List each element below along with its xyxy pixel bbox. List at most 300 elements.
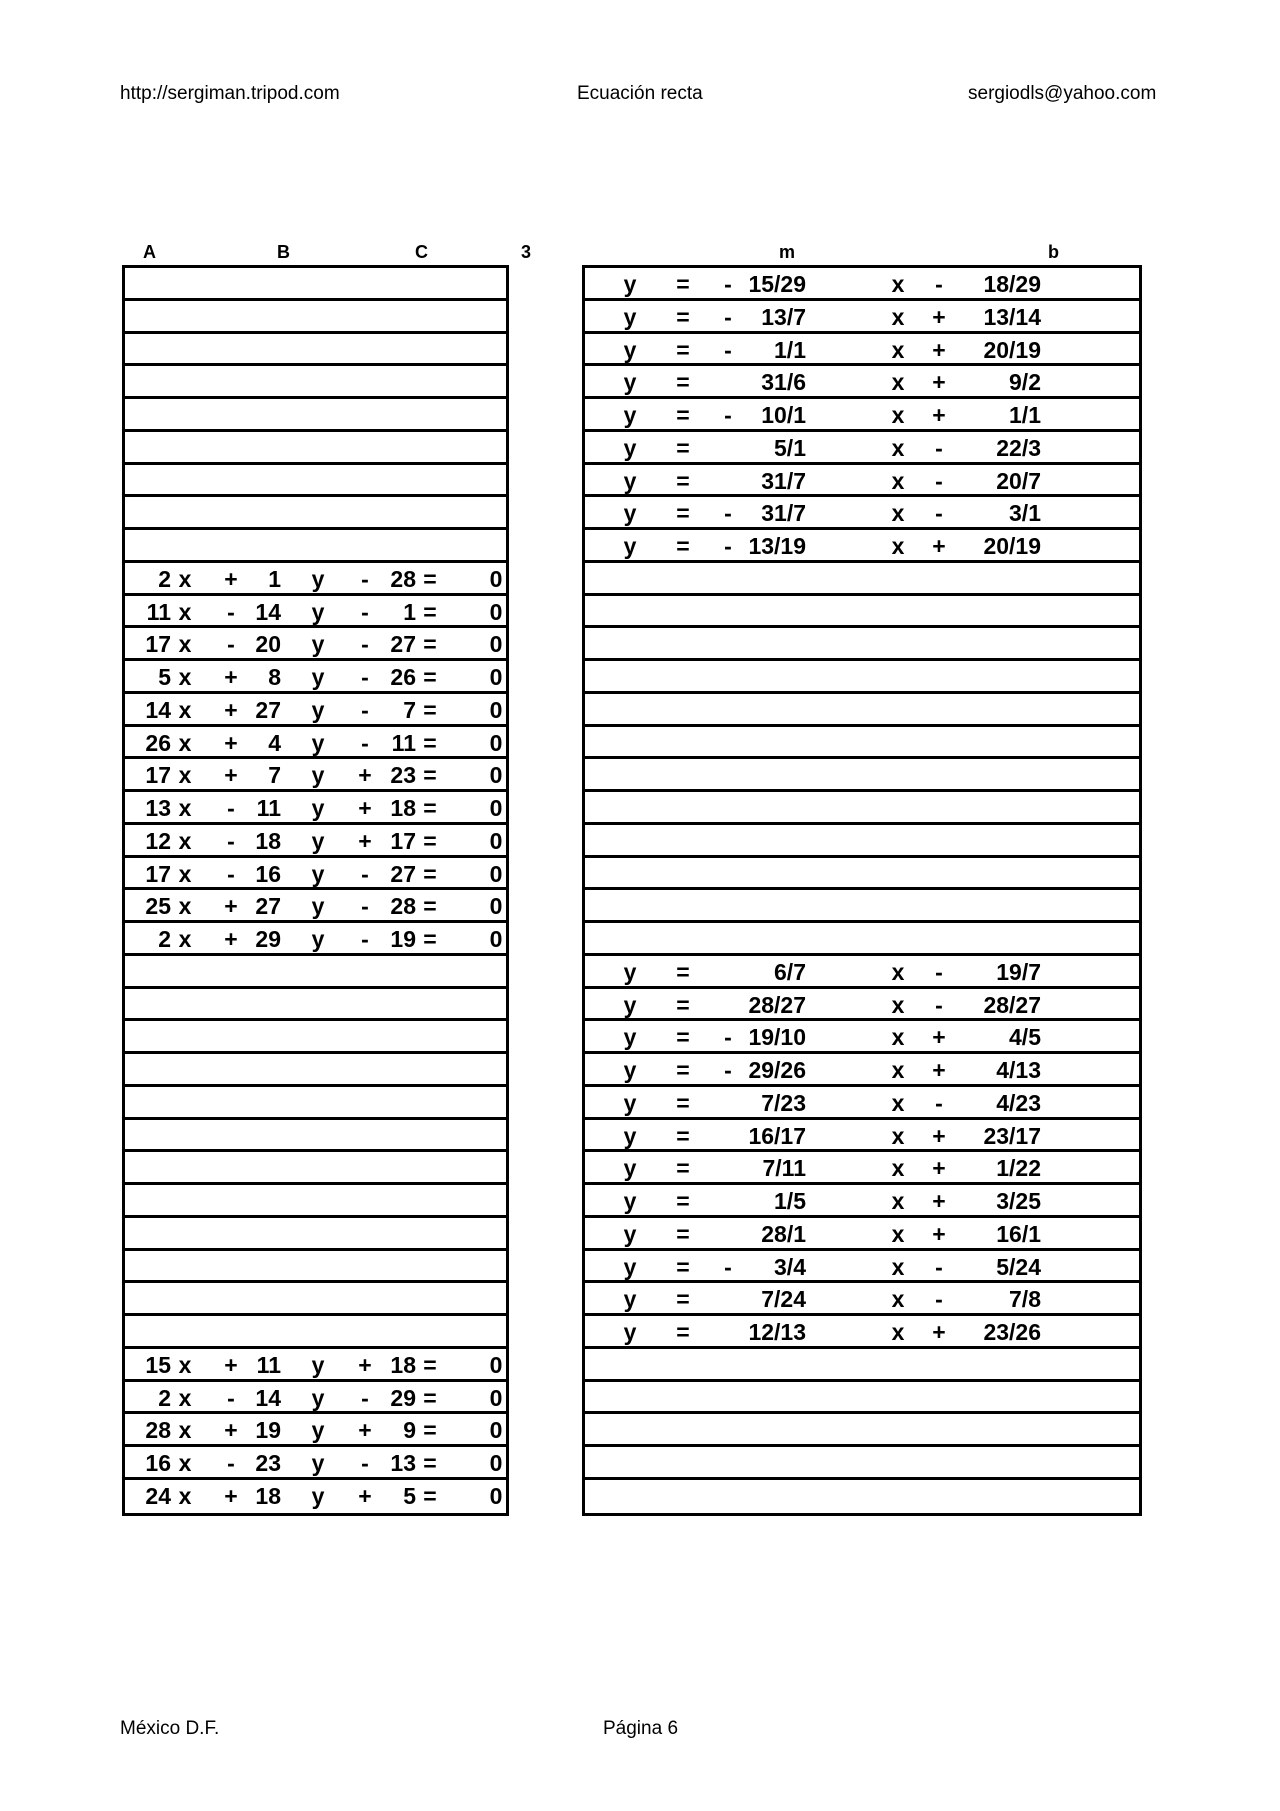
var-y: y xyxy=(623,1319,637,1345)
equals-sign: = xyxy=(423,631,437,658)
var-y: y xyxy=(623,303,637,330)
zero: 0 xyxy=(489,1417,503,1444)
coef-b: 29 xyxy=(255,926,281,952)
intercept-sign: + xyxy=(932,1319,946,1345)
equals-sign: = xyxy=(423,696,437,723)
general-form-row xyxy=(125,301,506,334)
general-form-row xyxy=(125,628,506,661)
sign-b: - xyxy=(227,827,235,854)
slope: 10/1 xyxy=(761,402,806,428)
coef-b: 18 xyxy=(255,827,281,854)
general-form-row xyxy=(125,596,506,629)
general-form-row xyxy=(125,465,506,498)
var-x: x xyxy=(178,762,192,789)
var-y: y xyxy=(623,533,637,559)
var-x: x xyxy=(178,1351,192,1378)
var-y: y xyxy=(311,893,325,920)
slope-intercept-row xyxy=(585,366,1139,399)
equals-sign: = xyxy=(676,991,690,1018)
sign-b: + xyxy=(224,1482,238,1509)
sign-b: + xyxy=(224,1417,238,1444)
general-form-row xyxy=(125,694,506,727)
var-x: x xyxy=(178,926,192,952)
intercept: 9/2 xyxy=(1009,369,1041,396)
coef-c: 28 xyxy=(390,565,416,592)
slope-intercept-row xyxy=(585,1054,1139,1087)
slope-intercept-row xyxy=(585,858,1139,891)
general-form-row xyxy=(125,1480,506,1513)
sign-b: + xyxy=(224,664,238,690)
slope-intercept-row xyxy=(585,661,1139,694)
var-x: x xyxy=(891,1122,905,1149)
sign-c: + xyxy=(358,1417,372,1444)
var-y: y xyxy=(311,1384,325,1411)
var-y: y xyxy=(311,1351,325,1378)
slope-intercept-row xyxy=(585,1251,1139,1284)
general-form-row xyxy=(125,1382,506,1415)
intercept-sign: + xyxy=(932,336,946,363)
slope-intercept-row xyxy=(585,1414,1139,1447)
slope-intercept-row xyxy=(585,989,1139,1022)
general-form-row xyxy=(125,399,506,432)
equals-sign: = xyxy=(423,762,437,789)
intercept-sign: - xyxy=(935,991,943,1018)
coef-a: 2 xyxy=(158,565,171,592)
intercept-sign: - xyxy=(935,500,943,527)
sign-c: - xyxy=(361,696,369,723)
intercept-sign: + xyxy=(932,1220,946,1247)
var-x: x xyxy=(891,434,905,461)
slope-intercept-row xyxy=(585,1480,1139,1513)
sign-b: + xyxy=(224,893,238,920)
equals-sign: = xyxy=(676,369,690,396)
var-x: x xyxy=(178,729,192,756)
slope: 7/11 xyxy=(762,1155,806,1182)
slope-intercept-row xyxy=(585,1283,1139,1316)
equals-sign: = xyxy=(676,1220,690,1247)
coef-a: 25 xyxy=(145,893,171,920)
intercept: 1/1 xyxy=(1009,402,1041,428)
var-x: x xyxy=(178,565,192,592)
coef-b: 8 xyxy=(268,664,281,690)
coef-c: 28 xyxy=(390,893,416,920)
coef-b: 27 xyxy=(255,696,281,723)
zero: 0 xyxy=(489,893,503,920)
sign-c: - xyxy=(361,1384,369,1411)
coef-c: 17 xyxy=(390,827,416,854)
sign-b: - xyxy=(227,1384,235,1411)
slope: 7/24 xyxy=(761,1286,806,1313)
var-y: y xyxy=(311,565,325,592)
equals-sign: = xyxy=(676,467,690,494)
var-x: x xyxy=(891,1319,905,1345)
var-y: y xyxy=(311,664,325,690)
var-x: x xyxy=(891,467,905,494)
intercept-sign: - xyxy=(935,958,943,985)
intercept: 1/22 xyxy=(996,1155,1041,1182)
equals-sign: = xyxy=(676,1057,690,1083)
var-y: y xyxy=(311,631,325,658)
sign-b: + xyxy=(224,1351,238,1378)
intercept: 23/17 xyxy=(983,1122,1041,1149)
coef-a: 16 xyxy=(145,1450,171,1476)
sign-c: - xyxy=(361,893,369,920)
var-x: x xyxy=(891,1024,905,1051)
var-x: x xyxy=(178,827,192,854)
var-y: y xyxy=(623,1089,637,1116)
var-x: x xyxy=(178,598,192,625)
column-header-m: m xyxy=(779,242,796,262)
var-x: x xyxy=(891,336,905,363)
sign-c: + xyxy=(358,1351,372,1378)
general-form-row xyxy=(125,1316,506,1349)
coef-c: 7 xyxy=(403,696,416,723)
general-form-row xyxy=(125,1185,506,1218)
var-y: y xyxy=(623,402,637,428)
coef-c: 11 xyxy=(391,729,416,756)
coef-a: 15 xyxy=(145,1351,171,1378)
slope-intercept-row xyxy=(585,465,1139,498)
header-email: sergiodls@yahoo.com xyxy=(968,83,1157,104)
var-y: y xyxy=(623,958,637,985)
var-x: x xyxy=(891,303,905,330)
column-header-c: C xyxy=(415,242,428,262)
zero: 0 xyxy=(489,1482,503,1509)
slope: 13/7 xyxy=(761,303,806,330)
equals-sign: = xyxy=(423,827,437,854)
general-form-row xyxy=(125,1120,506,1153)
coef-a: 17 xyxy=(145,860,171,887)
general-form-row xyxy=(125,956,506,989)
intercept-sign: - xyxy=(935,1089,943,1116)
coef-c: 27 xyxy=(390,860,416,887)
slope: 31/7 xyxy=(761,467,806,494)
equals-sign: = xyxy=(676,402,690,428)
equals-sign: = xyxy=(676,1319,690,1345)
intercept: 5/24 xyxy=(996,1253,1041,1280)
coef-c: 29 xyxy=(390,1384,416,1411)
coef-a: 12 xyxy=(145,827,171,854)
var-y: y xyxy=(311,762,325,789)
slope: 5/1 xyxy=(774,434,806,461)
var-y: y xyxy=(623,434,637,461)
intercept: 28/27 xyxy=(983,991,1041,1018)
coef-a: 5 xyxy=(158,664,171,690)
slope-intercept-row xyxy=(585,530,1139,563)
var-x: x xyxy=(178,631,192,658)
coef-a: 17 xyxy=(145,631,171,658)
coef-b: 4 xyxy=(268,729,281,756)
header-title: Ecuación recta xyxy=(577,83,703,104)
column-header-b-intercept: b xyxy=(1048,242,1059,262)
var-y: y xyxy=(311,1482,325,1509)
slope-intercept-row xyxy=(585,825,1139,858)
equals-sign: = xyxy=(423,598,437,625)
sign-c: - xyxy=(361,631,369,658)
slope-intercept-table xyxy=(582,265,1142,1516)
var-x: x xyxy=(891,1286,905,1313)
general-form-row xyxy=(125,727,506,760)
var-x: x xyxy=(891,1188,905,1214)
slope-intercept-row xyxy=(585,596,1139,629)
coef-c: 1 xyxy=(403,598,416,625)
var-y: y xyxy=(623,1253,637,1280)
general-form-row xyxy=(125,1283,506,1316)
equals-sign: = xyxy=(423,1384,437,1411)
var-x: x xyxy=(891,271,905,297)
slope: 28/1 xyxy=(761,1220,806,1247)
sign-c: + xyxy=(358,762,372,789)
coef-c: 27 xyxy=(390,631,416,658)
slope: 3/4 xyxy=(774,1253,806,1280)
var-x: x xyxy=(891,1089,905,1116)
coef-a: 11 xyxy=(146,598,171,625)
intercept-sign: + xyxy=(932,533,946,559)
intercept: 20/19 xyxy=(983,533,1041,559)
intercept: 19/7 xyxy=(996,958,1041,985)
coef-c: 5 xyxy=(403,1482,416,1509)
slope-sign: - xyxy=(724,1024,732,1051)
intercept: 20/7 xyxy=(996,467,1041,494)
slope: 1/5 xyxy=(774,1188,806,1214)
var-y: y xyxy=(311,827,325,854)
var-y: y xyxy=(623,369,637,396)
intercept-sign: + xyxy=(932,1024,946,1051)
var-x: x xyxy=(178,795,192,821)
coef-c: 19 xyxy=(390,926,416,952)
intercept-sign: - xyxy=(935,467,943,494)
intercept: 22/3 xyxy=(996,434,1041,461)
general-form-row xyxy=(125,825,506,858)
var-x: x xyxy=(891,1220,905,1247)
coef-b: 18 xyxy=(255,1482,281,1509)
equals-sign: = xyxy=(423,729,437,756)
sign-c: - xyxy=(361,1450,369,1476)
intercept-sign: - xyxy=(935,271,943,297)
intercept-sign: + xyxy=(932,303,946,330)
sign-b: - xyxy=(227,860,235,887)
var-x: x xyxy=(891,958,905,985)
header-url: http://sergiman.tripod.com xyxy=(120,83,340,104)
intercept: 18/29 xyxy=(983,271,1041,297)
intercept: 3/25 xyxy=(996,1188,1041,1214)
var-x: x xyxy=(891,991,905,1018)
slope-intercept-row xyxy=(585,1185,1139,1218)
coef-c: 26 xyxy=(390,664,416,690)
var-y: y xyxy=(311,696,325,723)
intercept: 23/26 xyxy=(983,1319,1041,1345)
general-form-row xyxy=(125,497,506,530)
var-y: y xyxy=(623,991,637,1018)
general-form-row xyxy=(125,1152,506,1185)
zero: 0 xyxy=(489,1384,503,1411)
slope-intercept-row xyxy=(585,1349,1139,1382)
var-x: x xyxy=(891,369,905,396)
intercept-sign: + xyxy=(932,369,946,396)
sign-b: - xyxy=(227,1450,235,1476)
slope: 15/29 xyxy=(748,271,806,297)
slope-intercept-row xyxy=(585,727,1139,760)
var-x: x xyxy=(891,1057,905,1083)
sign-c: + xyxy=(358,1482,372,1509)
sign-c: + xyxy=(358,795,372,821)
intercept: 4/5 xyxy=(1009,1024,1041,1051)
slope: 16/17 xyxy=(748,1122,806,1149)
general-form-row xyxy=(125,1021,506,1054)
general-form-row xyxy=(125,1087,506,1120)
coef-b: 14 xyxy=(255,598,281,625)
slope-intercept-row xyxy=(585,399,1139,432)
general-form-row xyxy=(125,792,506,825)
var-x: x xyxy=(891,533,905,559)
var-y: y xyxy=(311,795,325,821)
var-x: x xyxy=(891,1253,905,1280)
slope-intercept-row xyxy=(585,1218,1139,1251)
zero: 0 xyxy=(489,1351,503,1378)
var-x: x xyxy=(178,860,192,887)
general-form-row xyxy=(125,759,506,792)
general-form-row xyxy=(125,432,506,465)
var-y: y xyxy=(623,1188,637,1214)
slope-intercept-row xyxy=(585,432,1139,465)
equals-sign: = xyxy=(676,1188,690,1214)
slope-intercept-row xyxy=(585,792,1139,825)
intercept-sign: - xyxy=(935,1253,943,1280)
slope-sign: - xyxy=(724,336,732,363)
slope-intercept-row xyxy=(585,563,1139,596)
general-form-row xyxy=(125,268,506,301)
slope: 13/19 xyxy=(748,533,806,559)
sign-c: + xyxy=(358,827,372,854)
slope-sign: - xyxy=(724,402,732,428)
equals-sign: = xyxy=(676,533,690,559)
coef-a: 2 xyxy=(158,926,171,952)
var-y: y xyxy=(623,1220,637,1247)
intercept-sign: + xyxy=(932,1155,946,1182)
zero: 0 xyxy=(489,729,503,756)
footer-page-number: Página 6 xyxy=(603,1718,679,1739)
intercept: 16/1 xyxy=(996,1220,1041,1247)
equals-sign: = xyxy=(676,1024,690,1051)
slope: 12/13 xyxy=(748,1319,806,1345)
var-y: y xyxy=(311,729,325,756)
equals-sign: = xyxy=(676,303,690,330)
slope-intercept-row xyxy=(585,268,1139,301)
zero: 0 xyxy=(489,664,503,690)
equals-sign: = xyxy=(676,271,690,297)
slope-sign: - xyxy=(724,500,732,527)
coef-b: 16 xyxy=(255,860,281,887)
sign-b: + xyxy=(224,696,238,723)
coef-b: 14 xyxy=(255,1384,281,1411)
equals-sign: = xyxy=(423,1482,437,1509)
coef-a: 28 xyxy=(145,1417,171,1444)
slope-intercept-row xyxy=(585,1087,1139,1120)
zero: 0 xyxy=(489,1450,503,1476)
general-form-row xyxy=(125,858,506,891)
column-header-b: B xyxy=(277,242,290,262)
equals-sign: = xyxy=(676,1155,690,1182)
general-form-row xyxy=(125,923,506,956)
slope-intercept-row xyxy=(585,1447,1139,1480)
general-form-row xyxy=(125,563,506,596)
slope-intercept-row xyxy=(585,628,1139,661)
zero: 0 xyxy=(489,631,503,658)
coef-a: 14 xyxy=(145,696,171,723)
coef-a: 24 xyxy=(145,1482,171,1509)
sign-c: - xyxy=(361,598,369,625)
sign-b: - xyxy=(227,795,235,821)
slope-intercept-row xyxy=(585,1152,1139,1185)
slope: 19/10 xyxy=(748,1024,806,1051)
slope-intercept-row xyxy=(585,1021,1139,1054)
var-y: y xyxy=(311,860,325,887)
coef-b: 23 xyxy=(255,1450,281,1476)
var-y: y xyxy=(623,1057,637,1083)
general-form-row xyxy=(125,1414,506,1447)
var-y: y xyxy=(623,1155,637,1182)
var-y: y xyxy=(311,1417,325,1444)
equals-sign: = xyxy=(676,500,690,527)
slope: 28/27 xyxy=(748,991,806,1018)
equals-sign: = xyxy=(676,1122,690,1149)
sign-c: - xyxy=(361,565,369,592)
slope-intercept-row xyxy=(585,759,1139,792)
intercept: 4/13 xyxy=(996,1057,1041,1083)
intercept-sign: - xyxy=(935,434,943,461)
zero: 0 xyxy=(489,598,503,625)
zero: 0 xyxy=(489,565,503,592)
slope-intercept-row xyxy=(585,497,1139,530)
slope: 31/7 xyxy=(761,500,806,527)
slope-intercept-row xyxy=(585,301,1139,334)
intercept-sign: + xyxy=(932,1122,946,1149)
sign-b: - xyxy=(227,631,235,658)
equals-sign: = xyxy=(676,1253,690,1280)
var-y: y xyxy=(311,926,325,952)
var-x: x xyxy=(178,1482,192,1509)
zero: 0 xyxy=(489,696,503,723)
coef-a: 2 xyxy=(158,1384,171,1411)
zero: 0 xyxy=(489,860,503,887)
slope-intercept-row xyxy=(585,694,1139,727)
coef-b: 19 xyxy=(255,1417,281,1444)
var-y: y xyxy=(623,467,637,494)
column-header-a: A xyxy=(143,242,156,262)
var-x: x xyxy=(178,893,192,920)
coef-b: 27 xyxy=(255,893,281,920)
slope-sign: - xyxy=(724,533,732,559)
var-y: y xyxy=(623,336,637,363)
general-form-row xyxy=(125,989,506,1022)
intercept-sign: - xyxy=(935,1286,943,1313)
intercept: 4/23 xyxy=(996,1089,1041,1116)
var-x: x xyxy=(891,500,905,527)
var-y: y xyxy=(311,1450,325,1476)
equals-sign: = xyxy=(423,565,437,592)
var-x: x xyxy=(178,696,192,723)
zero: 0 xyxy=(489,827,503,854)
var-y: y xyxy=(623,500,637,527)
var-y: y xyxy=(311,598,325,625)
equals-sign: = xyxy=(423,1351,437,1378)
intercept-sign: + xyxy=(932,1057,946,1083)
equals-sign: = xyxy=(423,926,437,952)
slope: 7/23 xyxy=(761,1089,806,1116)
sign-b: + xyxy=(224,565,238,592)
coef-b: 1 xyxy=(268,565,281,592)
equals-sign: = xyxy=(676,1089,690,1116)
